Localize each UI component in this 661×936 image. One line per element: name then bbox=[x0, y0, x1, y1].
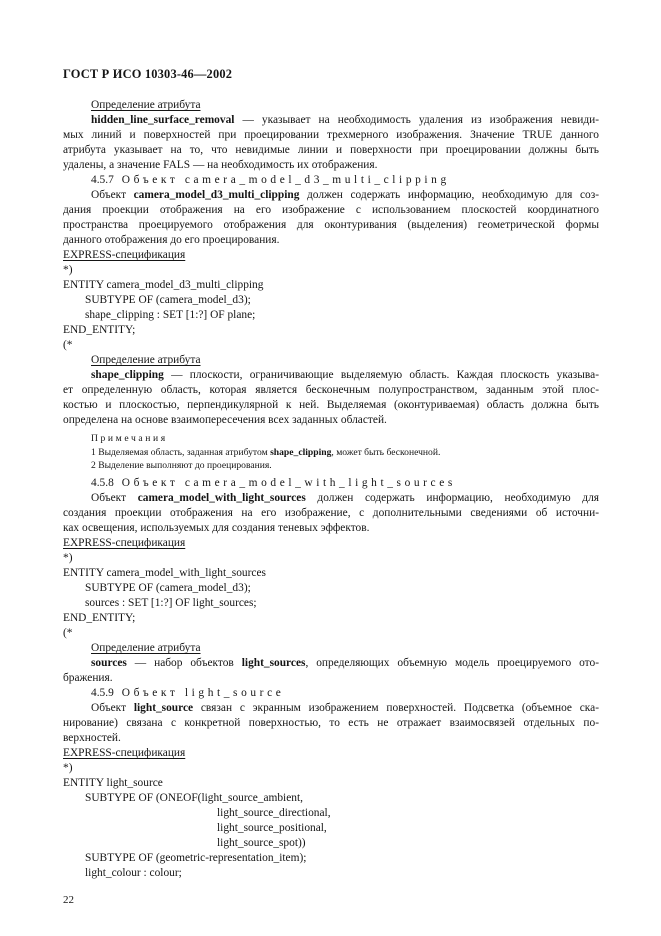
attribute-definition-heading: Определение атрибута bbox=[91, 354, 201, 366]
paragraph-line: удалены, а значение FALS — на необходимость их отображения. bbox=[63, 159, 378, 171]
text-run: Объект bbox=[91, 189, 134, 201]
code-line: ENTITY camera_model_with_light_sources bbox=[63, 567, 266, 579]
text-run: — указывает на необходимость удаления из изображения невиди- bbox=[234, 114, 599, 126]
text-run: Объект bbox=[91, 702, 134, 714]
text-run: должен содержать информацию, необходимую для соз- bbox=[299, 189, 599, 201]
code-line: *) bbox=[63, 552, 73, 564]
paragraph-line bbox=[91, 188, 599, 203]
section-title: Объект camera_model_with_light_sources bbox=[121, 477, 456, 489]
paragraph-line: мых линий и поверхностей при проецировании трехмерного изображения. Значение TRUE данного bbox=[63, 129, 599, 141]
page-number: 22 bbox=[63, 894, 74, 906]
notes-heading: Примечания bbox=[91, 433, 168, 444]
express-spec-heading: EXPRESS-спецификация bbox=[63, 537, 186, 549]
paragraph-line bbox=[91, 368, 599, 383]
code-line: SUBTYPE OF (camera_model_d3); bbox=[85, 294, 251, 306]
paragraph-line: костью и плоскостью, перпендикулярной к ней. Выделяемая (оконтуриваемая) область должна быть bbox=[63, 399, 599, 411]
code-line: SUBTYPE OF (camera_model_d3); bbox=[85, 582, 251, 594]
code-line: SUBTYPE OF (ONEOF(light_source_ambient, bbox=[85, 792, 303, 804]
text-run: — плоскости, ограничивающие выделяемую область. Каждая плоскость указыва- bbox=[163, 369, 599, 381]
paragraph-line: бражения. bbox=[63, 672, 113, 684]
code-line: (* bbox=[63, 339, 73, 351]
paragraph-line: нирование) связана с конкретной поверхностью, то есть не отражает взаимосвязей отдельных по- bbox=[63, 717, 599, 729]
term: shape_clipping bbox=[270, 447, 332, 458]
paragraph-line bbox=[91, 491, 599, 506]
section-heading-4-5-8 bbox=[91, 476, 456, 491]
section-number: 4.5.9 bbox=[91, 687, 114, 699]
paragraph-line: определена на основе взаимопересечения всех заданных областей. bbox=[63, 414, 387, 426]
text-run: — набор объектов bbox=[126, 657, 242, 669]
code-line: SUBTYPE OF (geometric-representation_item); bbox=[85, 852, 307, 864]
code-line: END_ENTITY; bbox=[63, 612, 136, 624]
attribute-definition-heading: Определение атрибута bbox=[91, 99, 201, 111]
text-run: 1 Выделяемая область, заданная атрибутом bbox=[91, 447, 271, 458]
paragraph-line: дания проекции отображения на его изображение с использованием плоскостей координатного bbox=[63, 204, 599, 216]
code-line: *) bbox=[63, 762, 73, 774]
paragraph-line bbox=[91, 113, 599, 128]
text-run: связан с экранным изображением поверхностей. Подсветка (объемное ска- bbox=[193, 702, 599, 714]
section-title: Объект light_source bbox=[121, 687, 285, 699]
express-spec-heading: EXPRESS-спецификация bbox=[63, 747, 186, 759]
code-line: light_source_spot)) bbox=[217, 837, 306, 849]
paragraph-line: создания проекции отображения на его изображение, с дополнительными сведениями об источни- bbox=[63, 507, 599, 519]
code-line: ENTITY camera_model_d3_multi_clipping bbox=[63, 279, 264, 291]
term: camera_model_with_light_sources bbox=[137, 492, 306, 504]
section-heading-4-5-9 bbox=[91, 686, 284, 701]
code-line: sources : SET [1:?] OF light_sources; bbox=[85, 597, 257, 609]
term: shape_clipping bbox=[91, 369, 164, 381]
term: hidden_line_surface_removal bbox=[91, 114, 235, 126]
note-item bbox=[91, 446, 440, 459]
paragraph-line: верхностей. bbox=[63, 732, 121, 744]
text-run: Объект bbox=[91, 492, 138, 504]
standard-header: ГОСТ Р ИСО 10303-46—2002 bbox=[63, 67, 233, 81]
text-run: , может быть бесконечной. bbox=[331, 447, 441, 458]
paragraph-line bbox=[91, 701, 599, 716]
term: light_source bbox=[133, 702, 194, 714]
text-run: , определяющих объемную модель проецируемого ото- bbox=[305, 657, 599, 669]
term: camera_model_d3_multi_clipping bbox=[133, 189, 300, 201]
term: sources bbox=[91, 657, 127, 669]
paragraph-line: данного отображения до его проецирования. bbox=[63, 234, 280, 246]
code-line: light_source_positional, bbox=[217, 822, 327, 834]
term: light_sources bbox=[241, 657, 306, 669]
paragraph-line: ет определенную область, которая является бесконечным полупространством, заданным этой плос- bbox=[63, 384, 599, 396]
note-item: 2 Выделение выполняют до проецирования. bbox=[91, 460, 272, 471]
code-line: (* bbox=[63, 627, 73, 639]
code-line: *) bbox=[63, 264, 73, 276]
attribute-definition-heading: Определение атрибута bbox=[91, 642, 201, 654]
section-title: Объект camera_model_d3_multi_clipping bbox=[121, 174, 450, 186]
express-spec-heading: EXPRESS-спецификация bbox=[63, 249, 186, 261]
code-line: light_colour : colour; bbox=[85, 867, 182, 879]
code-line: shape_clipping : SET [1:?] OF plane; bbox=[85, 309, 256, 321]
paragraph-line: ках освещения, используемых для создания теневых эффектов. bbox=[63, 522, 370, 534]
section-heading-4-5-7 bbox=[91, 173, 450, 188]
paragraph-line: атрибута указывает на то, что невидимые линии и поверхности при проецировании должны быть bbox=[63, 144, 599, 156]
code-line: light_source_directional, bbox=[217, 807, 331, 819]
code-line: END_ENTITY; bbox=[63, 324, 136, 336]
code-line: ENTITY light_source bbox=[63, 777, 163, 789]
section-number: 4.5.7 bbox=[91, 174, 114, 186]
section-number: 4.5.8 bbox=[91, 477, 114, 489]
text-run: должен содержать информацию, необходимую для bbox=[305, 492, 599, 504]
paragraph-line bbox=[91, 656, 599, 671]
paragraph-line: пространства проецируемого отображения для оконтуривания (выделения) геометрической формы bbox=[63, 219, 599, 231]
